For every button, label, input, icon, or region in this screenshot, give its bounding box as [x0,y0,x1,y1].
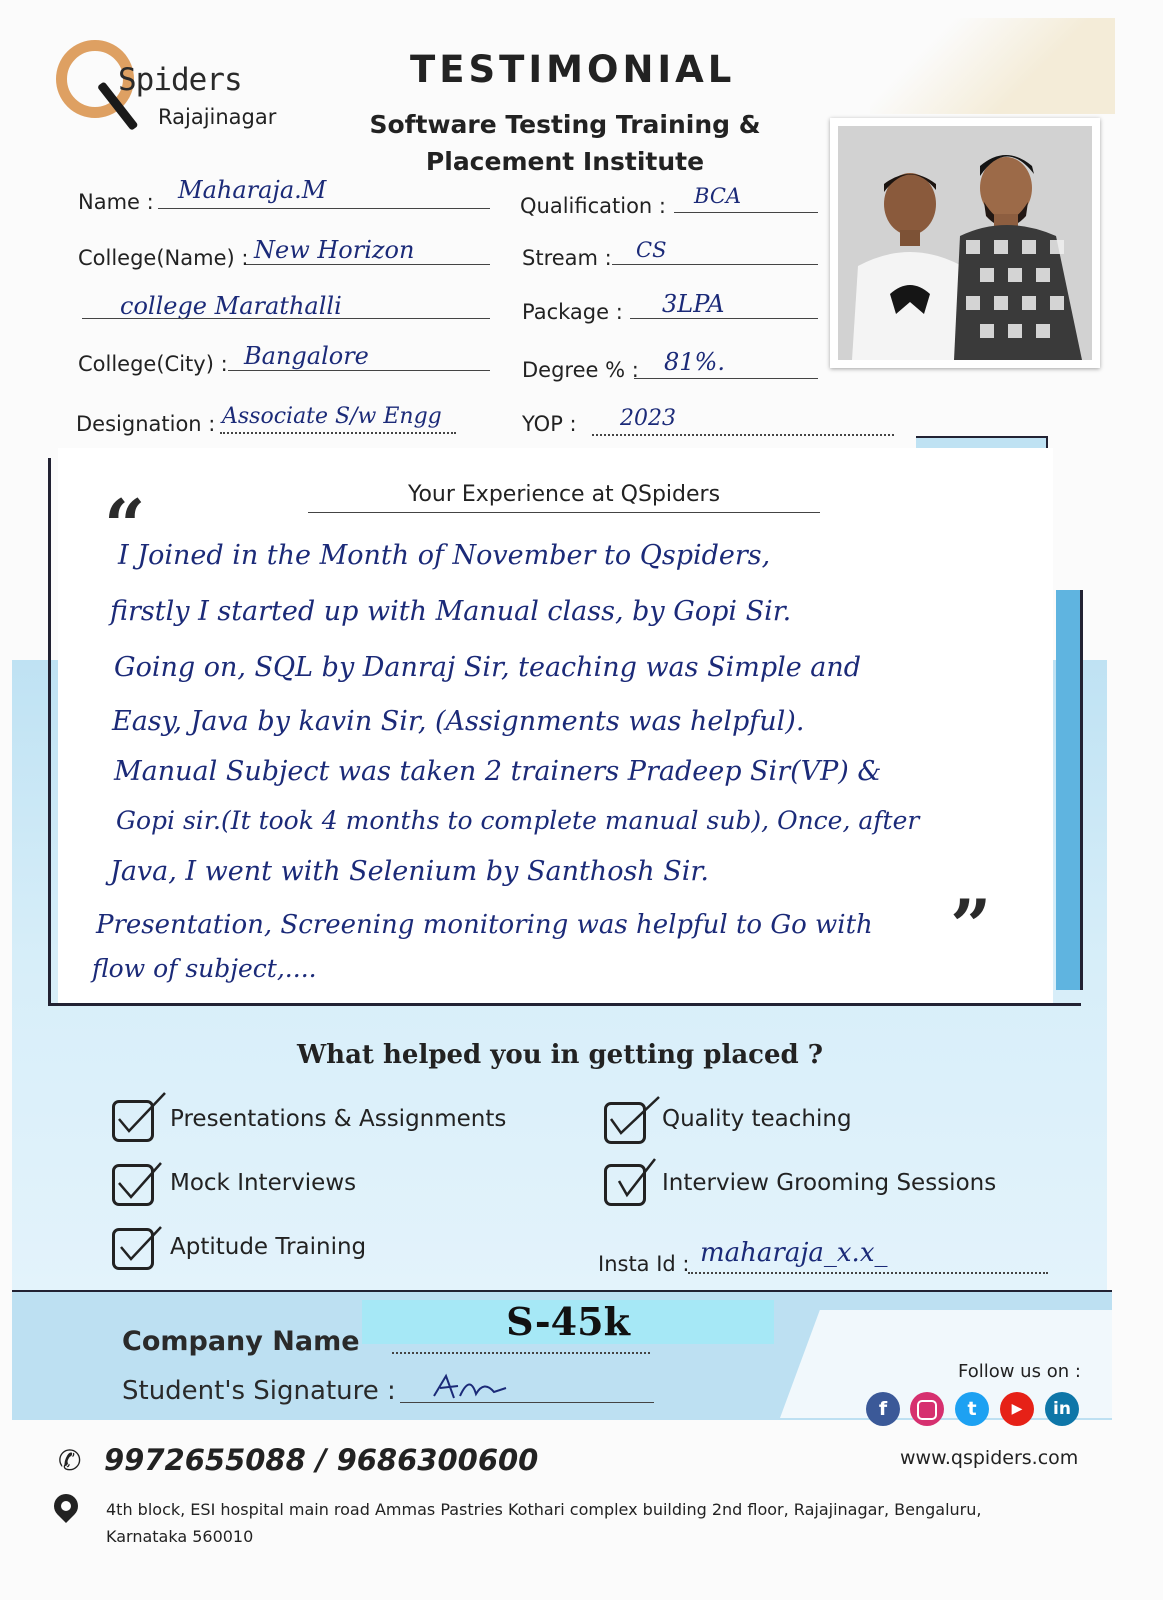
check-icon [113,1219,173,1269]
signature-line [400,1402,654,1403]
college-name-value-2: college Marathalli [120,292,342,320]
presentations-label: Presentations & Assignments [170,1106,507,1132]
insta-line [688,1272,1048,1274]
interview-grooming-label: Interview Grooming Sessions [662,1170,997,1196]
designation-value: Associate S/w Engg [222,404,442,429]
company-name-line [392,1352,650,1354]
qualification-value: BCA [694,184,742,208]
experience-line: Manual Subject was taken 2 trainers Pradeep Sir(VP) & [114,756,882,787]
name-line [158,208,490,209]
yop-value: 2023 [620,406,676,431]
signature-mark-icon [430,1370,510,1404]
phone-numbers: 9972655088 / 9686300600 [104,1443,539,1477]
experience-line: flow of subject,.... [92,954,317,983]
instagram-icon[interactable] [910,1392,944,1426]
college-name-line-2 [82,318,490,319]
logo-branch: Rajajinagar [158,105,277,129]
experience-line: Going on, SQL by Danraj Sir, teaching was Simple and [114,652,862,683]
page-subtitle: Software Testing Training & Placement Institute [369,110,761,176]
youtube-icon[interactable]: ▶ [1000,1392,1034,1426]
facebook-icon[interactable]: f [866,1392,900,1426]
yop-label: YOP : [522,412,577,436]
website-link[interactable]: www.qspiders.com [900,1447,1079,1469]
degree-line [634,378,818,379]
college-name-label: College(Name) : [78,246,249,270]
experience-line: Gopi sir.(It took 4 months to complete manual sub), Once, after [116,806,920,835]
close-quote-icon: ” [950,883,992,968]
page-title: TESTIMONIAL [410,48,736,91]
experience-title-rule [308,512,820,513]
photo-image [838,126,1092,360]
aptitude-training-checkbox[interactable] [112,1228,154,1270]
experience-line: Presentation, Screening monitoring was helpful to Go with [96,910,873,940]
name-value: Maharaja.M [178,176,327,204]
quality-teaching-label: Quality teaching [662,1106,852,1132]
check-icon [113,1157,173,1207]
degree-label: Degree % : [522,358,639,382]
experience-line: firstly I started up with Manual class, by Gopi Sir. [110,596,792,627]
aptitude-training-label: Aptitude Training [170,1234,367,1260]
package-line [630,318,818,319]
phone-icon: ✆ [58,1444,82,1477]
logo-name: Spiders [118,62,242,98]
package-label: Package : [522,300,623,324]
interview-grooming-checkbox[interactable] [604,1164,646,1206]
quality-teaching-checkbox[interactable] [604,1102,646,1144]
helped-title: What helped you in getting placed ? [296,1040,824,1070]
student-photo [830,118,1100,368]
experience-line: Easy, Java by kavin Sir, (Assignments was helpful). [112,706,805,737]
card-edge [1056,590,1083,990]
designation-line [220,432,456,434]
presentations-checkbox[interactable] [112,1100,154,1142]
mock-interviews-checkbox[interactable] [112,1164,154,1206]
check-icon [605,1155,665,1205]
qualification-label: Qualification : [520,194,666,218]
mock-interviews-label: Mock Interviews [170,1170,357,1196]
package-value: 3LPA [662,290,725,318]
designation-label: Designation : [76,412,216,436]
linkedin-icon[interactable]: in [1045,1392,1079,1426]
college-city-line [228,370,490,371]
location-pin-hole [59,1499,73,1513]
twitter-icon[interactable]: t [955,1392,989,1426]
follow-us-label: Follow us on : [958,1361,1081,1382]
decorative-corner [870,18,1115,114]
degree-value: 81%. [664,348,725,376]
yop-line [592,434,894,436]
experience-line: I Joined in the Month of November to Qspiders, [118,540,771,571]
company-name-value: S-45k [362,1300,774,1344]
insta-label: Insta Id : [598,1252,690,1276]
college-city-label: College(City) : [78,352,228,376]
experience-line: Java, I went with Selenium by Santhosh Sir. [110,856,709,887]
photo-people-icon [838,126,1092,360]
company-name-label: Company Name [122,1326,360,1357]
college-name-line-1 [246,264,490,265]
stream-label: Stream : [522,246,612,270]
insta-value: maharaja_x.x_ [700,1238,888,1268]
signature-label: Student's Signature : [122,1376,396,1406]
check-icon [605,1091,665,1141]
check-icon [113,1089,173,1139]
stream-line [612,264,818,265]
experience-title: Your Experience at QSpiders [407,482,721,507]
address: 4th block, ESI hospital main road Ammas Pastries Kothari complex building 2nd floor, Rajajinagar, Bengaluru, Karnataka 560010 [106,1500,982,1546]
college-name-value-1: New Horizon [254,236,415,264]
stream-value: CS [636,238,667,262]
college-city-value: Bangalore [244,342,369,370]
name-label: Name : [78,190,154,214]
qualification-line [674,212,818,213]
open-quote-icon: “ [104,483,146,568]
